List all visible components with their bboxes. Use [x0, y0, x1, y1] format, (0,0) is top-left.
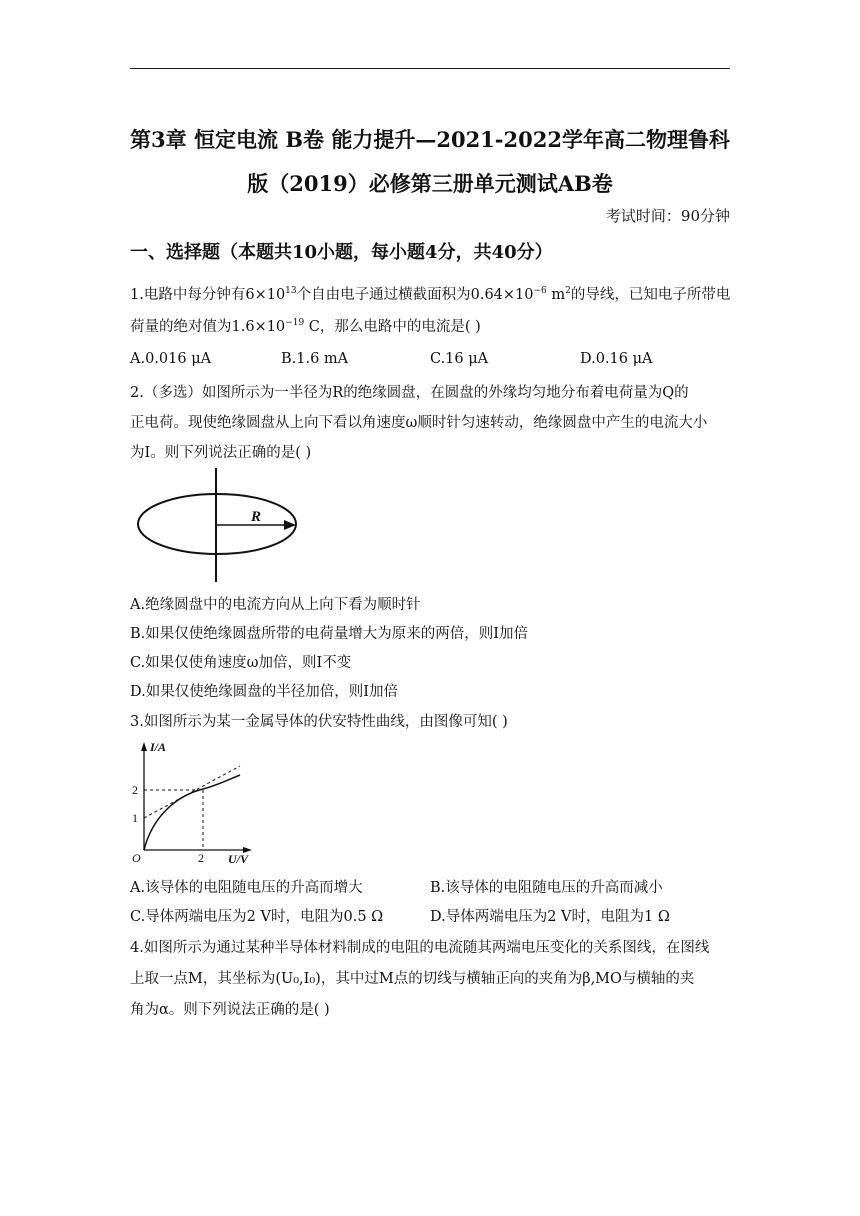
q2-line-3: 为I。则下列说法正确的是( )	[130, 445, 312, 461]
q2-line-1: 2.（多选）如图所示为一半径为R的绝缘圆盘，在圆盘的外缘均匀地分布着电荷量为Q的	[130, 385, 689, 401]
q1-text: 的导线，已知电子所带电	[570, 287, 731, 303]
q1-option-a[interactable]: A.0.016 μA	[130, 351, 212, 367]
q3-option-b[interactable]: B.该导体的电阻随电压的升高而减小	[430, 880, 663, 896]
q4-line-1: 4.如图所示为通过某种半导体材料制成的电阻的电流随其两端电压变化的关系图线，在图线	[130, 940, 710, 956]
q2-line-2: 正电荷。现使绝缘圆盘从上向下看以角速度ω顺时针匀速转动，绝缘圆盘中产生的电流大小	[130, 415, 708, 431]
q3-option-d[interactable]: D.导体两端电压为2 V时，电阻为1 Ω	[430, 909, 670, 925]
y-axis-label: I/A	[150, 740, 167, 754]
header-rule	[130, 68, 730, 69]
exam-time: 考试时间：90分钟	[605, 207, 730, 225]
q3-option-c[interactable]: C.导体两端电压为2 V时，电阻为0.5 Ω	[130, 909, 384, 925]
q1-count: 6×10	[245, 287, 286, 303]
q1-text: 荷量的绝对值为	[130, 319, 232, 335]
q2-option-a[interactable]: A.绝缘圆盘中的电流方向从上向下看为顺时针	[130, 597, 421, 613]
q1-charge: 1.6×10	[231, 319, 286, 335]
q2-option-b[interactable]: B.如果仅使绝缘圆盘所带的电荷量增大为原来的两倍，则I加倍	[130, 626, 528, 642]
q4-line-3: 角为α。则下列说法正确的是( )	[130, 1002, 330, 1018]
q3-option-a[interactable]: A.该导体的电阻随电压的升高而增大	[130, 880, 363, 896]
disk-figure	[130, 468, 310, 590]
q1-text: 个自由电子通过横截面积为	[296, 287, 471, 303]
iv-graph	[130, 738, 255, 870]
iv-curve	[144, 775, 240, 850]
q2-option-c[interactable]: C.如果仅使角速度ω加倍，则I不变	[130, 655, 352, 671]
y-tick-label-2: 2	[132, 783, 138, 797]
q4-line-2: 上取一点M，其坐标为(U₀,I₀)，其中过M点的切线与横轴正向的夹角为β,MO与横轴的夹	[130, 971, 695, 987]
q1-charge-exp: −19	[285, 318, 305, 329]
y-tick-label-1: 1	[132, 811, 138, 825]
q1-area-unit: m	[546, 287, 566, 303]
q1-text: 1.电路中每分钟有	[130, 287, 246, 303]
q2-option-d[interactable]: D.如果仅使绝缘圆盘的半径加倍，则I加倍	[130, 684, 398, 700]
y-axis-arrow	[141, 742, 147, 751]
q3-line-1: 3.如图所示为某一金属导体的伏安特性曲线，由图像可知( )	[130, 714, 508, 730]
q1-line-2	[130, 315, 730, 336]
origin-label: O	[132, 851, 141, 865]
q1-option-c[interactable]: C.16 μA	[430, 351, 489, 367]
x-tick-label-2: 2	[198, 851, 204, 865]
q1-area-unit-exp: 2	[565, 286, 571, 297]
q1-area-exp: −6	[533, 286, 547, 297]
q1-charge-unit: C	[304, 319, 320, 335]
document-title-line-1: 第3章 恒定电流 B卷 能力提升—2021-2022学年高二物理鲁科	[130, 127, 730, 152]
q1-text: ，那么电路中的电流是( )	[319, 319, 481, 335]
q1-count-exp: 13	[285, 286, 297, 297]
document-title-line-2: 版（2019）必修第三册单元测试AB卷	[247, 171, 613, 196]
q1-option-d[interactable]: D.0.16 μA	[580, 351, 653, 367]
q1-area: 0.64×10	[470, 287, 534, 303]
radius-label: R	[251, 509, 262, 525]
q1-line-1	[130, 283, 730, 304]
section-title: 一、选择题（本题共10小题，每小题4分，共40分）	[130, 242, 553, 263]
q1-option-b[interactable]: B.1.6 mA	[281, 351, 349, 367]
x-axis-label: U/V	[228, 852, 249, 866]
